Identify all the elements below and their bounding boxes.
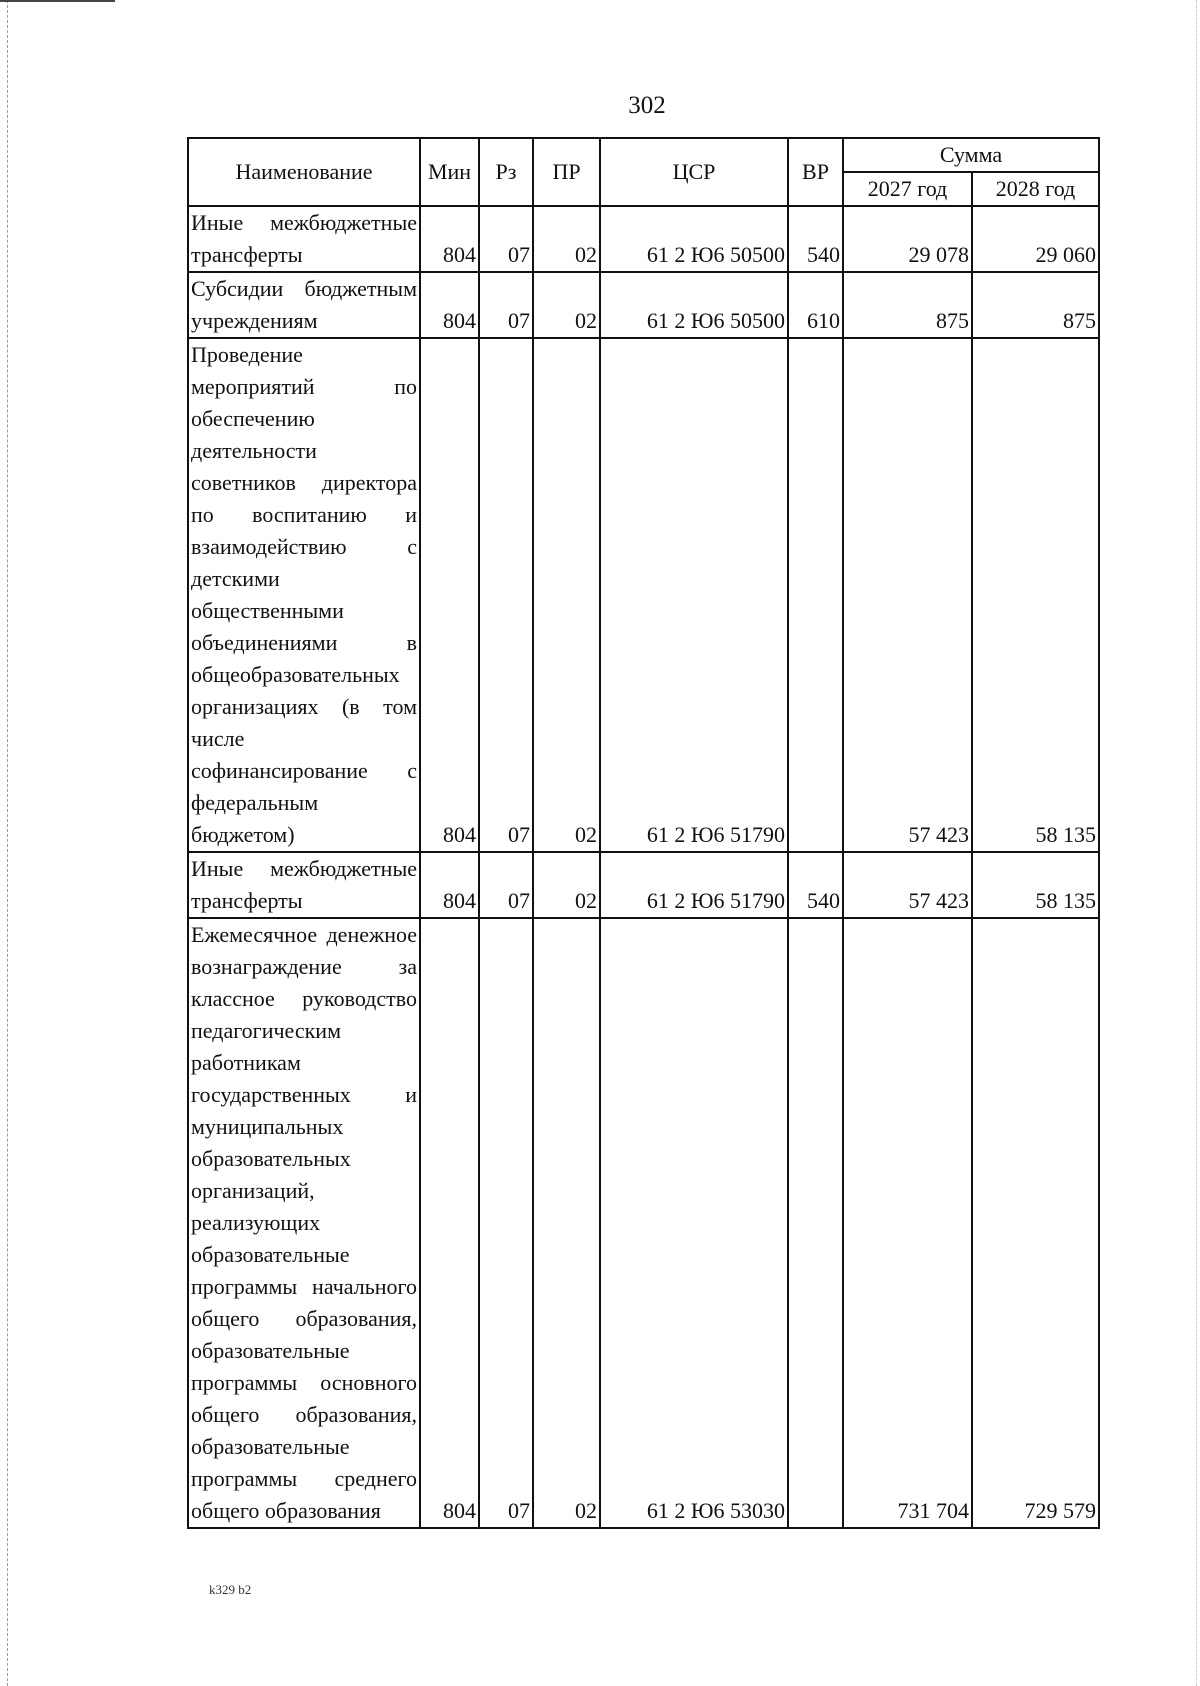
row-min: 804 xyxy=(420,852,479,918)
row-sum-2027: 29 078 xyxy=(843,206,972,272)
row-vr xyxy=(788,918,843,1528)
row-rz: 07 xyxy=(479,852,533,918)
row-pr: 02 xyxy=(533,206,600,272)
row-sum-2028: 29 060 xyxy=(972,206,1099,272)
header-pr: ПР xyxy=(533,138,600,206)
row-min: 804 xyxy=(420,272,479,338)
row-name: Субсидии бюджетным учреждениям xyxy=(188,272,420,338)
table-row xyxy=(188,206,1099,272)
scan-top-mark xyxy=(0,0,115,2)
row-sum-2028: 58 135 xyxy=(972,338,1099,852)
row-sum-2028: 58 135 xyxy=(972,852,1099,918)
row-csr: 61 2 Ю6 53030 xyxy=(600,918,788,1528)
header-min: Мин xyxy=(420,138,479,206)
scan-edge-left xyxy=(7,0,8,1686)
row-name: Проведение мероприятий по обеспечению деятельности советников директора по воспитанию и взаимодействию с детскими общественными объединениями в общеобразовательных организациях (в том числе софинансирование с федеральным бюджетом) xyxy=(188,338,420,852)
row-vr: 540 xyxy=(788,206,843,272)
table-row xyxy=(188,272,1099,338)
row-pr: 02 xyxy=(533,272,600,338)
row-pr: 02 xyxy=(533,918,600,1528)
header-year-2028: 2028 год xyxy=(972,172,1099,206)
row-name: Ежемесячное денежное вознаграждение за классное руководство педагогическим работникам государственных и муниципальных образовательных организаций, реализующих образовательные программы начального общего образования, образовательные программы основного общего образования, образовательные программы среднего общего образования xyxy=(188,918,420,1528)
table-row xyxy=(188,338,1099,852)
row-pr: 02 xyxy=(533,338,600,852)
header-vr: ВР xyxy=(788,138,843,206)
header-csr: ЦСР xyxy=(600,138,788,206)
header-rz: Рз xyxy=(479,138,533,206)
row-rz: 07 xyxy=(479,206,533,272)
row-rz: 07 xyxy=(479,918,533,1528)
footer-code: k329 b2 xyxy=(209,1582,252,1597)
row-sum-2027: 57 423 xyxy=(843,852,972,918)
row-sum-2027: 875 xyxy=(843,272,972,338)
row-name: Иные межбюджетные трансферты xyxy=(188,852,420,918)
row-vr: 610 xyxy=(788,272,843,338)
header-name: Наименование xyxy=(188,138,420,206)
row-min: 804 xyxy=(420,338,479,852)
row-sum-2028: 729 579 xyxy=(972,918,1099,1528)
header-year-2027: 2027 год xyxy=(843,172,972,206)
row-csr: 61 2 Ю6 50500 xyxy=(600,272,788,338)
row-sum-2028: 875 xyxy=(972,272,1099,338)
header-sum: Сумма xyxy=(843,138,1099,172)
row-rz: 07 xyxy=(479,272,533,338)
page-number: 302 xyxy=(628,92,666,119)
row-pr: 02 xyxy=(533,852,600,918)
row-sum-2027: 57 423 xyxy=(843,338,972,852)
row-min: 804 xyxy=(420,918,479,1528)
row-sum-2027: 731 704 xyxy=(843,918,972,1528)
budget-table xyxy=(187,137,1100,1529)
row-csr: 61 2 Ю6 50500 xyxy=(600,206,788,272)
row-vr: 540 xyxy=(788,852,843,918)
row-csr: 61 2 Ю6 51790 xyxy=(600,852,788,918)
scan-edge-right xyxy=(1196,0,1197,1686)
table-row xyxy=(188,918,1099,1528)
row-csr: 61 2 Ю6 51790 xyxy=(600,338,788,852)
row-name: Иные межбюджетные трансферты xyxy=(188,206,420,272)
table-row xyxy=(188,852,1099,918)
row-min: 804 xyxy=(420,206,479,272)
row-vr xyxy=(788,338,843,852)
row-rz: 07 xyxy=(479,338,533,852)
